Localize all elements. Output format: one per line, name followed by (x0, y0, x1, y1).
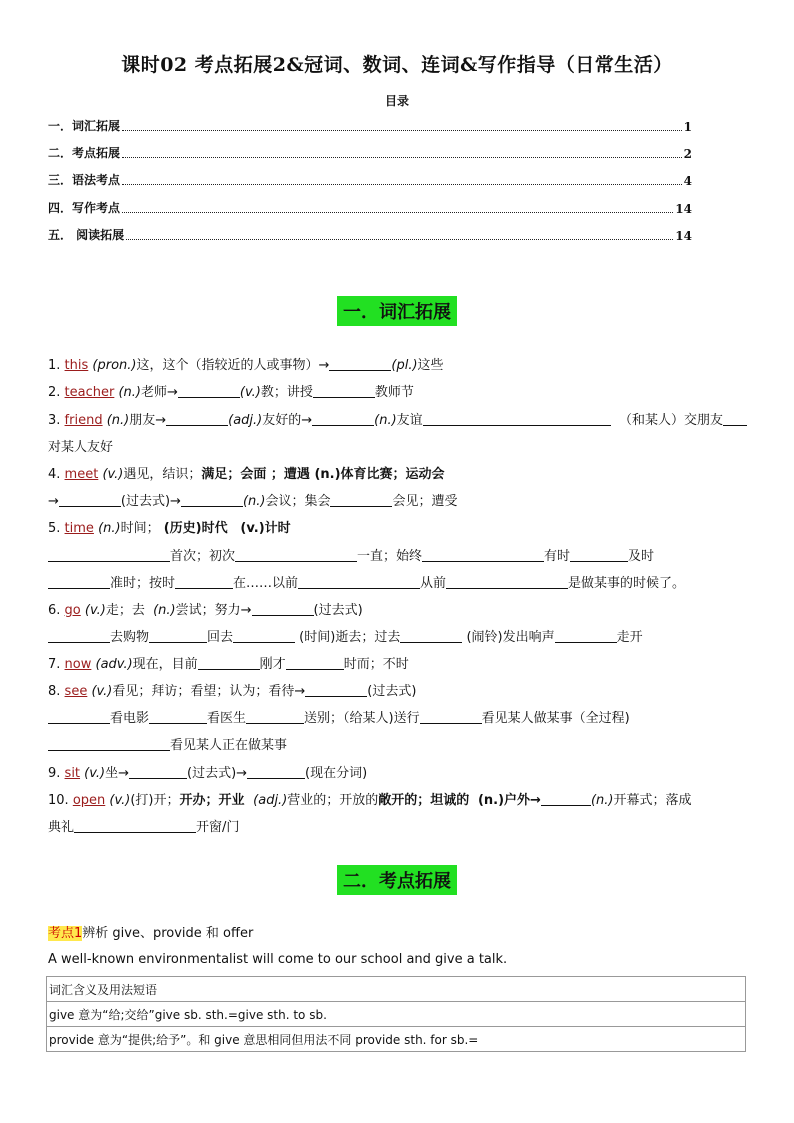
toc-item-page: 4 (683, 174, 692, 188)
section-heading-vocabulary: 一．词汇拓展 (0, 296, 794, 326)
toc-heading: 目录 (384, 94, 409, 108)
table-cell: 词汇含义及用法短语 (47, 977, 746, 1002)
answer-blank[interactable] (246, 709, 304, 724)
keyword-link[interactable]: meet (64, 467, 99, 482)
answer-blank[interactable] (181, 492, 243, 507)
usage-table (46, 976, 746, 1052)
key-point-tag: 考点1 (48, 926, 83, 941)
vocab-line-4-cont: → (过去式)→ (n.)会议；集会 会见；遭受 (48, 494, 458, 509)
answer-blank[interactable] (48, 736, 170, 751)
answer-blank[interactable] (175, 574, 233, 589)
answer-blank[interactable] (129, 764, 187, 779)
toc-leader (126, 239, 673, 240)
toc-item-label: 三．语法考点 (48, 173, 121, 187)
toc-leader (122, 212, 673, 213)
table-row (47, 1027, 746, 1052)
table-row (47, 977, 746, 1002)
toc-item-label: 一．词汇拓展 (48, 119, 121, 133)
keyword-link[interactable]: teacher (64, 385, 115, 400)
toc-leader (122, 184, 682, 185)
answer-blank[interactable] (48, 574, 110, 589)
answer-blank[interactable] (235, 547, 357, 562)
answer-blank[interactable] (555, 628, 617, 643)
toc-item[interactable] (48, 200, 692, 216)
answer-blank[interactable] (48, 709, 110, 724)
answer-blank[interactable] (400, 628, 462, 643)
answer-blank[interactable] (312, 411, 374, 426)
toc-item[interactable] (48, 227, 692, 243)
answer-blank[interactable] (59, 492, 121, 507)
answer-blank[interactable] (330, 492, 392, 507)
answer-blank[interactable] (178, 383, 240, 398)
answer-blank[interactable] (252, 601, 314, 616)
toc-item-page: 2 (683, 147, 692, 161)
answer-blank[interactable] (149, 628, 207, 643)
answer-blank[interactable] (329, 356, 391, 371)
keyword-link[interactable]: time (64, 521, 94, 536)
toc-item-page: 1 (683, 120, 692, 134)
vocab-line-3-cont: 对某人友好 (48, 440, 114, 455)
toc-leader (122, 157, 682, 158)
vocab-line-8: 8. see (v.)看见；拜访；看望；认为；看待→ (过去式) (48, 684, 417, 699)
keyword-link[interactable]: go (64, 603, 81, 618)
table-row (47, 1002, 746, 1027)
toc-item-label: 五． 阅读拓展 (48, 228, 125, 242)
vocab-line-8-cont2: 看见某人正在做某事 (48, 736, 748, 756)
answer-blank[interactable] (48, 547, 170, 562)
answer-blank[interactable] (420, 709, 482, 724)
answer-blank[interactable] (166, 411, 228, 426)
vocab-line-10: 10. open (v.)(打)开；开办；开业 (adj.)营业的；开放的敞开的；坦诚的 (n.)户外→ (n.)开幕式；落成 (48, 793, 692, 808)
toc-item[interactable] (48, 172, 692, 188)
vocab-line-9: 9. sit (v.)坐→ (过去式)→ (现在分词) (48, 766, 368, 781)
page-title: 课时02 考点拓展2&冠词、数词、连词&写作指导（日常生活） (121, 54, 673, 76)
key-point-line (48, 924, 748, 944)
vocab-line-2: 2. teacher (n.)老师→ (v.)教；讲授 教师节 (48, 385, 414, 400)
answer-blank[interactable] (286, 655, 344, 670)
toc-item-label: 二．考点拓展 (48, 146, 121, 160)
vocab-line-10-cont: 典礼 开窗/门 (48, 820, 240, 835)
vocab-line-4: 4. meet (v.)遇见，结识；满足；会面 ；遭遇 (n.)体育比赛；运动会 (48, 467, 445, 482)
answer-blank[interactable] (422, 547, 544, 562)
toc-item-page: 14 (675, 202, 692, 216)
vocab-line-6: 6. go (v.)走；去 (n.)尝试；努力→ (过去式) (48, 603, 363, 618)
vocab-line-3: 3. friend (n.)朋友→ (adj.)友好的→ (n.)友谊 （和某人）交朋友 (48, 411, 748, 431)
answer-blank[interactable] (298, 574, 420, 589)
answer-blank[interactable] (313, 383, 375, 398)
keyword-link[interactable]: see (64, 684, 88, 699)
vocab-line-8-cont: 看电影 看医生 送别；（给某人)送行 看见某人做某事（全过程) (48, 709, 748, 729)
answer-blank[interactable] (423, 411, 611, 426)
answer-blank[interactable] (541, 791, 591, 806)
vocab-line-7: 7. now (adv.)现在，目前 刚才 时而；不时 (48, 657, 409, 672)
answer-blank[interactable] (198, 655, 260, 670)
vocab-line-6-cont: 去购物 回去 (时间)逝去；过去 (闹铃)发出响声 走开 (48, 628, 748, 648)
answer-blank[interactable] (48, 628, 110, 643)
example-sentence: A well-known environmentalist will come to our school and give a talk. (48, 952, 508, 967)
toc-item[interactable] (48, 118, 692, 134)
toc-item-page: 14 (675, 229, 692, 243)
section-heading-key-points: 二．考点拓展 (0, 865, 794, 895)
keyword-link[interactable]: now (64, 657, 92, 672)
answer-blank[interactable] (446, 574, 568, 589)
toc-item-label: 四．写作考点 (48, 201, 121, 215)
vocab-line-5-cont2: 准时；按时 在……以前 从前 是做某事的时候了。 (48, 574, 748, 594)
answer-blank[interactable] (149, 709, 207, 724)
vocab-line-5-cont: 首次；初次 一直；始终 有时 及时 (48, 547, 748, 567)
keyword-link[interactable]: sit (64, 766, 81, 781)
table-cell: give 意为“给;交给”give sb. sth.=give sth. to sb. (47, 1002, 746, 1027)
keyword-link[interactable]: friend (64, 413, 103, 428)
table-cell: provide 意为“提供;给予”。和 give 意思相同但用法不同 provide sth. for sb.= (47, 1027, 746, 1052)
keyword-link[interactable]: this (64, 358, 89, 373)
answer-blank[interactable] (723, 411, 747, 426)
toc-item[interactable] (48, 145, 692, 161)
keyword-link[interactable]: open (72, 793, 106, 808)
answer-blank[interactable] (247, 764, 305, 779)
answer-blank[interactable] (74, 818, 196, 833)
key-point-title: 辨析 give、provide 和 offer (82, 926, 254, 941)
answer-blank[interactable] (233, 628, 295, 643)
vocab-line-5: 5. time (n.)时间； (历史)时代 (v.)计时 (48, 521, 291, 536)
toc-leader (122, 130, 682, 131)
vocab-line-1: 1. this (pron.)这，这个（指较近的人或事物）→ (pl.)这些 (48, 358, 444, 373)
answer-blank[interactable] (305, 682, 367, 697)
answer-blank[interactable] (570, 547, 628, 562)
